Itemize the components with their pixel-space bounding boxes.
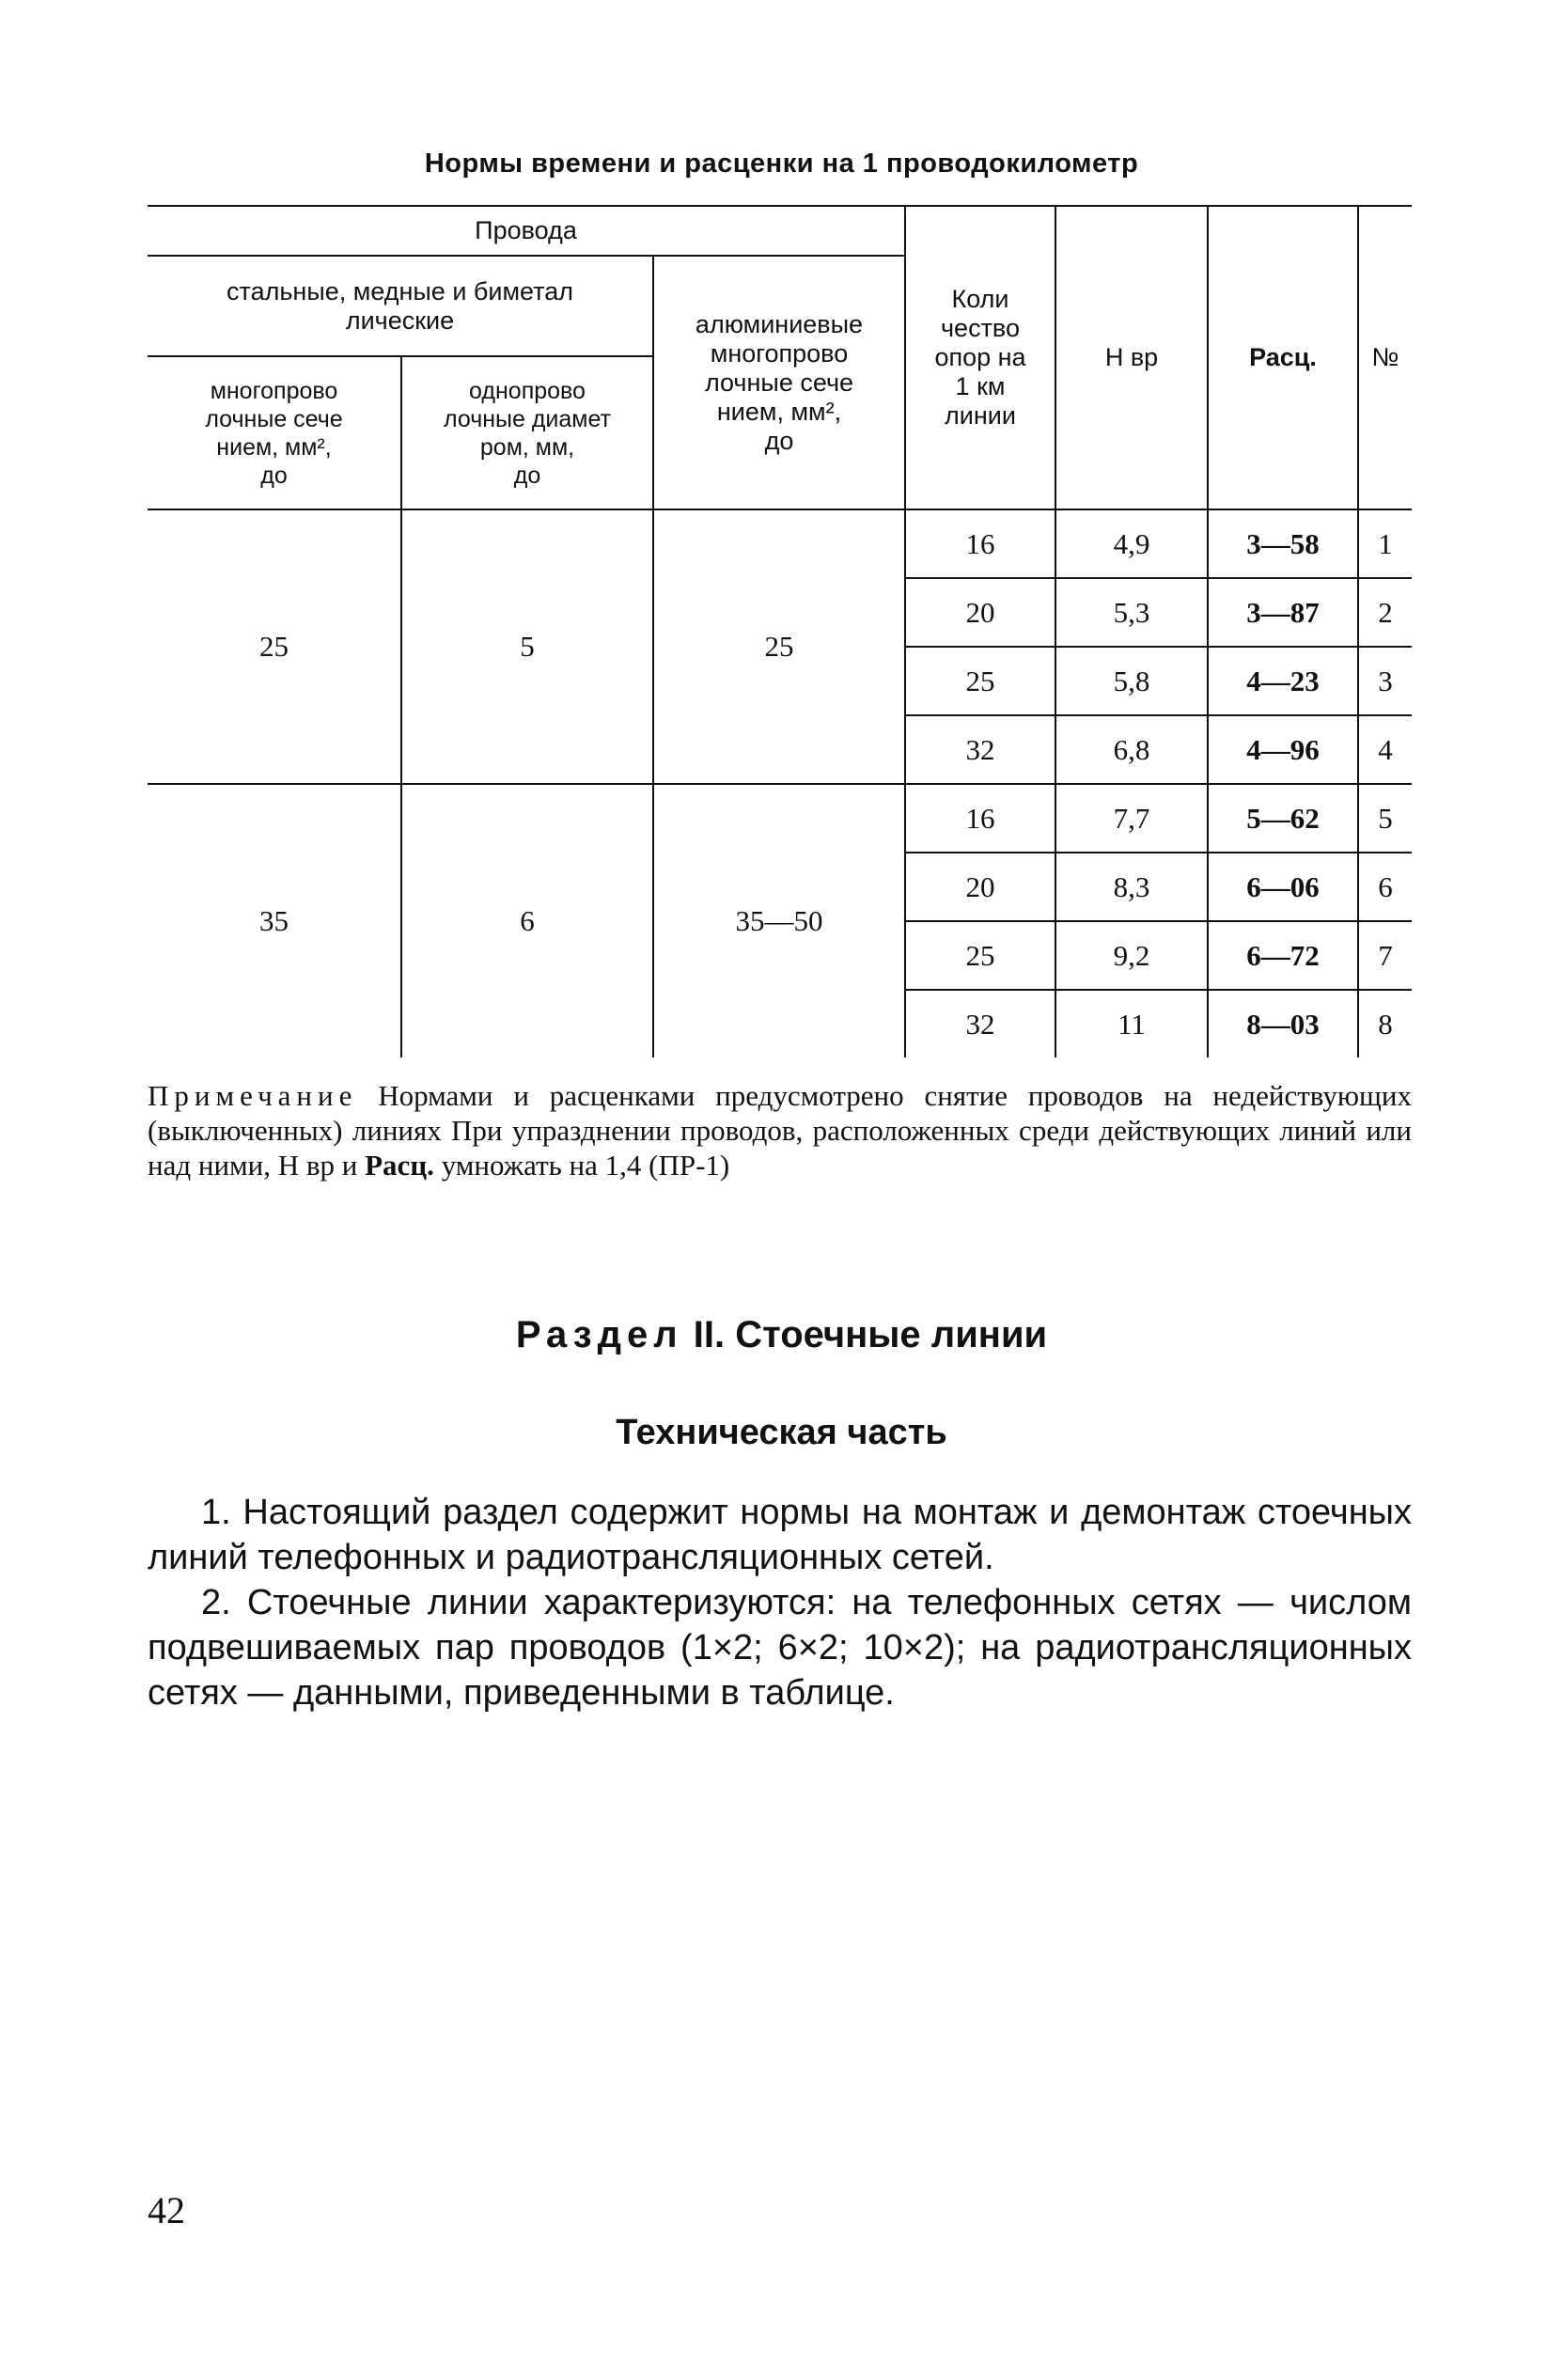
aluminum-cell: 25 (653, 509, 905, 784)
num-cell: 1 (1358, 509, 1412, 578)
note (148, 1078, 1412, 1182)
nvr-cell: 7,7 (1055, 784, 1208, 853)
nvr-cell: 6,8 (1055, 715, 1208, 784)
supports-cell: 32 (905, 990, 1055, 1057)
multi-wire-cell: 25 (148, 509, 401, 784)
num-cell: 2 (1358, 578, 1412, 647)
supports-cell: 16 (905, 784, 1055, 853)
rasc-cell: 4—23 (1208, 647, 1358, 715)
nvr-cell: 5,3 (1055, 578, 1208, 647)
num-cell: 5 (1358, 784, 1412, 853)
rasc-cell: 4—96 (1208, 715, 1358, 784)
note-text-a: Нормами и расценками предусмотрено снятие проводов на недействующих (выключенных) линиях При упразднении проводов, расположенных среди действующих линий или над ними, Н вр и (148, 1079, 1412, 1182)
rasc-cell: 3—58 (1208, 509, 1358, 578)
rasc-cell: 8—03 (1208, 990, 1358, 1057)
header-aluminum: алюминиевые многопрово лочные сече нием, мм², до (653, 256, 905, 509)
section-heading (0, 1314, 1563, 1356)
rasc-cell: 6—06 (1208, 853, 1358, 921)
num-cell: 3 (1358, 647, 1412, 715)
note-text-b: умножать на 1,4 (ПР-1) (433, 1149, 730, 1182)
supports-cell: 25 (905, 921, 1055, 990)
single-wire-cell: 5 (401, 509, 653, 784)
rasc-cell: 5—62 (1208, 784, 1358, 853)
note-label: Примечание (148, 1079, 358, 1112)
supports-cell: 25 (905, 647, 1055, 715)
section-label: Раздел (515, 1314, 683, 1355)
supports-cell: 16 (905, 509, 1055, 578)
rasc-cell: 6—72 (1208, 921, 1358, 990)
body-text (148, 1490, 1412, 1715)
multi-wire-cell: 35 (148, 784, 401, 1057)
nvr-cell: 8,3 (1055, 853, 1208, 921)
nvr-cell: 4,9 (1055, 509, 1208, 578)
nvr-cell: 9,2 (1055, 921, 1208, 990)
num-cell: 6 (1358, 853, 1412, 921)
header-multi-wire: многопрово лочные сече нием, мм², до (148, 356, 401, 509)
num-cell: 8 (1358, 990, 1412, 1057)
aluminum-cell: 35—50 (653, 784, 905, 1057)
nvr-cell: 11 (1055, 990, 1208, 1057)
header-steel-group: стальные, медные и биметал лические (148, 256, 653, 356)
table-row (148, 509, 1412, 578)
num-cell: 4 (1358, 715, 1412, 784)
norms-table (148, 205, 1412, 1057)
supports-cell: 20 (905, 853, 1055, 921)
nvr-cell: 5,8 (1055, 647, 1208, 715)
header-rasc: Расц. (1208, 206, 1358, 509)
rasc-cell: 3—87 (1208, 578, 1358, 647)
header-num: № (1358, 206, 1412, 509)
paragraph-2: 2. Стоечные линии характеризуются: на телефонных сетях — числом подвешиваемых пар проводов (1×2; 6×2; 10×2); на радиотрансляционных сетях — данными, приведенными в таблице. (148, 1583, 1412, 1713)
section-title: II. Стоечные линии (682, 1314, 1048, 1355)
header-nvr: Н вр (1055, 206, 1208, 509)
note-bold-word: Расц. (365, 1149, 434, 1182)
table-row (148, 784, 1412, 853)
page-number: 42 (148, 2189, 185, 2231)
header-provoda: Провода (148, 206, 905, 256)
supports-cell: 20 (905, 578, 1055, 647)
paragraph-1: 1. Настоящий раздел содержит нормы на монтаж и демонтаж стоечных линий телефонных и радиотрансляционных сетей. (148, 1493, 1412, 1577)
header-single-wire: однопрово лочные диамет ром, мм, до (401, 356, 653, 509)
num-cell: 7 (1358, 921, 1412, 990)
subsection-heading: Техническая часть (616, 1413, 947, 1452)
supports-cell: 32 (905, 715, 1055, 784)
header-supports: Коли чество опор на 1 км линии (905, 206, 1055, 509)
single-wire-cell: 6 (401, 784, 653, 1057)
table-title: Нормы времени и расценки на 1 проводокилометр (424, 149, 1139, 179)
